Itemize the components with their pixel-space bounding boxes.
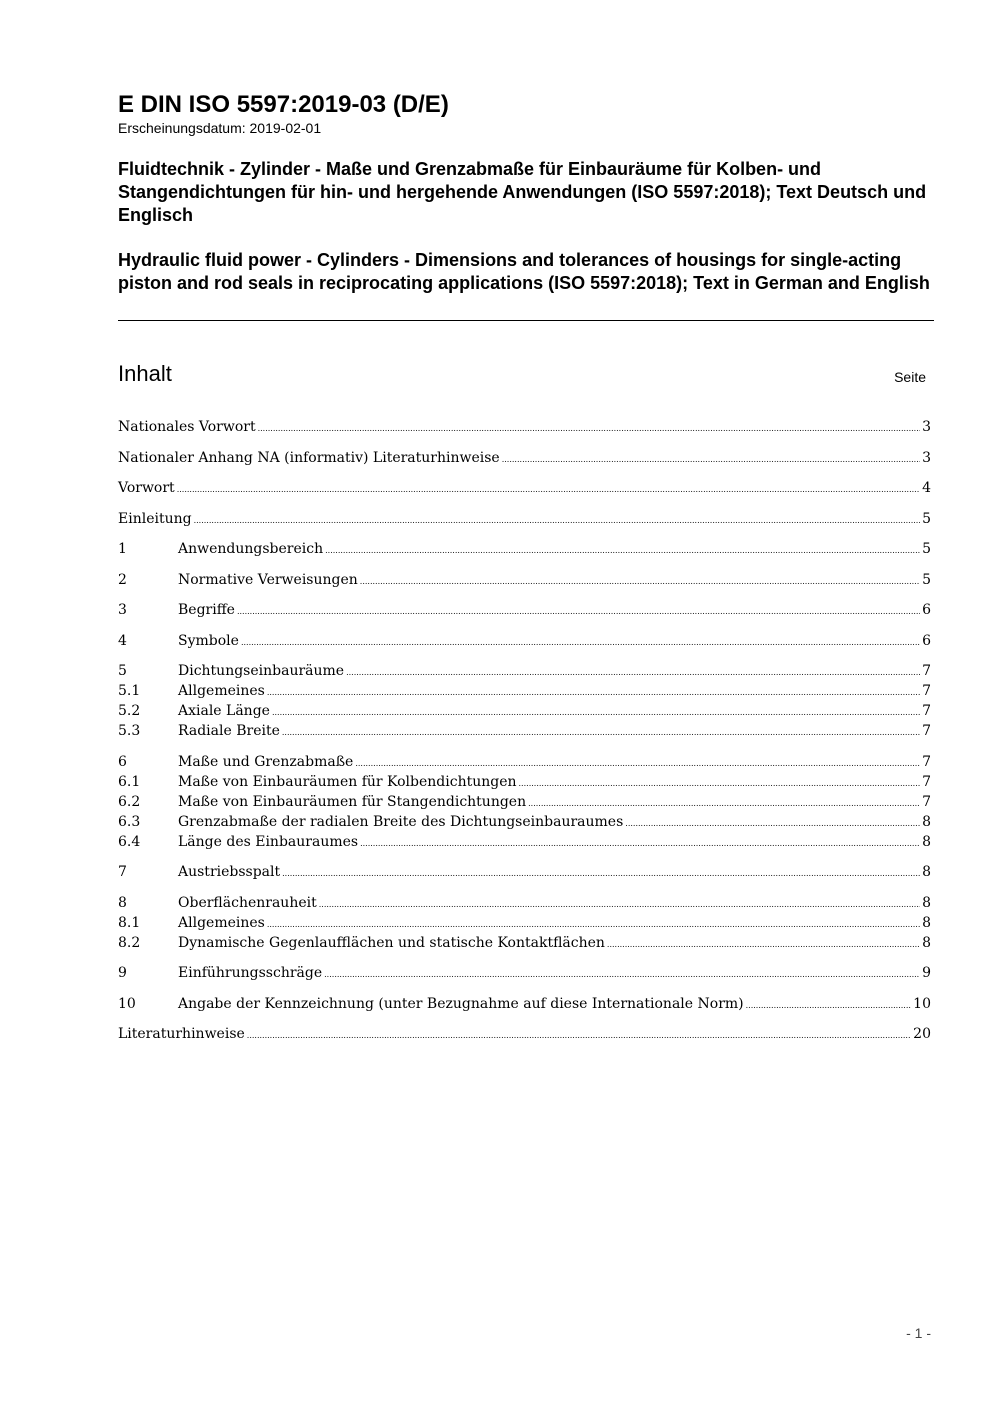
toc-entry-number: 5 — [118, 663, 127, 679]
toc-dot-leader — [355, 752, 920, 772]
toc-entry-page: 7 — [922, 683, 931, 699]
toc-entry-text: Radiale Breite — [178, 723, 280, 739]
toc-entry[interactable] — [118, 812, 931, 832]
toc-entry-text: Dichtungseinbauräume — [178, 663, 345, 679]
toc-entry-number: 6.4 — [118, 833, 141, 850]
toc-dot-leader — [502, 448, 920, 468]
toc-entry-page: 7 — [922, 663, 931, 679]
toc-entry-number: 7 — [118, 864, 127, 880]
toc-dot-leader — [272, 701, 920, 721]
toc-dot-leader — [519, 772, 921, 792]
toc-entry-text: Nationales Vorwort — [118, 419, 256, 435]
toc-entry-page: 3 — [922, 449, 931, 466]
toc-entry-page: 20 — [913, 1026, 931, 1042]
toc-entry[interactable] — [118, 994, 931, 1014]
toc-dot-leader — [247, 1024, 911, 1044]
toc-page-label: Seite — [894, 369, 926, 385]
toc-entry-text: Allgemeines — [178, 683, 265, 699]
toc-entry-text: Maße von Einbauräumen für Stangendichtungen — [178, 793, 527, 810]
toc-entry[interactable] — [118, 862, 931, 882]
toc-entry-page: 8 — [922, 894, 931, 911]
toc-entry-number: 9 — [118, 965, 127, 981]
toc-entry-text: Axiale Länge — [178, 703, 270, 719]
toc-entry-number: 8 — [118, 894, 127, 911]
header-divider — [118, 320, 934, 321]
toc-dot-leader — [194, 509, 921, 529]
toc-entry-text: Symbole — [178, 632, 239, 649]
toc-entry-page: 8 — [922, 833, 931, 850]
toc-dot-leader — [258, 417, 921, 437]
toc-entry[interactable] — [118, 570, 931, 590]
toc-entry-text: Einführungsschräge — [178, 965, 323, 981]
toc-dot-leader — [346, 661, 920, 681]
toc-entry-page: 8 — [922, 864, 931, 880]
title-german: Fluidtechnik - Zylinder - Maße und Grenzabmaße für Einbauräume für Kolben- und Stangendichtungen für hin- und hergehende Anwendungen (ISO 5597:2018); Text Deutsch und Englisch — [118, 159, 927, 225]
toc-entry[interactable] — [118, 913, 931, 933]
toc-entry[interactable] — [118, 681, 931, 701]
toc-entry-number: 10 — [118, 995, 136, 1012]
toc-entry-number: 1 — [118, 541, 127, 557]
toc-entry[interactable] — [118, 933, 931, 953]
toc-entry-text: Einleitung — [118, 510, 192, 527]
page-number: - 1 - — [906, 1325, 931, 1341]
toc-entry-number: 5.3 — [118, 723, 141, 739]
document-header — [118, 90, 934, 295]
publication-date: Erscheinungsdatum: 2019-02-01 — [118, 120, 322, 136]
toc-entry[interactable] — [118, 963, 931, 983]
toc-entry[interactable] — [118, 448, 931, 468]
toc-entry[interactable] — [118, 832, 931, 852]
toc-entry[interactable] — [118, 721, 931, 741]
toc-entry-number: 2 — [118, 571, 127, 588]
toc-dot-leader — [319, 893, 920, 913]
toc-entry-page: 8 — [922, 813, 931, 830]
toc-entry-page: 7 — [922, 773, 931, 790]
toc-entry-number: 8.2 — [118, 934, 141, 951]
toc-entry-page: 10 — [913, 995, 931, 1012]
toc-entry-page: 7 — [922, 703, 931, 719]
toc-entry-page: 7 — [922, 753, 931, 770]
table-of-contents — [118, 417, 931, 1044]
toc-entry-page: 3 — [922, 419, 931, 435]
toc-entry-text: Allgemeines — [178, 914, 265, 931]
toc-dot-leader — [360, 570, 920, 590]
toc-entry-text: Grenzabmaße der radialen Breite des Dichtungseinbauraumes — [178, 813, 624, 830]
toc-title: Inhalt — [118, 361, 172, 386]
toc-entry-text: Oberflächenrauheit — [178, 894, 317, 911]
toc-entry[interactable] — [118, 701, 931, 721]
toc-entry[interactable] — [118, 631, 931, 651]
toc-entry[interactable] — [118, 417, 931, 437]
toc-entry-text: Maße und Grenzabmaße — [178, 753, 354, 770]
toc-dot-leader — [177, 478, 920, 498]
title-english: Hydraulic fluid power - Cylinders - Dimensions and tolerances of housings for single-acting piston and rod seals in reciprocating applications (ISO 5597:2018); Text in German and English — [118, 250, 930, 293]
toc-entry[interactable] — [118, 792, 931, 812]
toc-entry-page: 5 — [922, 510, 931, 527]
toc-entry-number: 6.1 — [118, 773, 141, 790]
toc-entry-page: 7 — [922, 723, 931, 739]
toc-entry-text: Austriebsspalt — [178, 864, 281, 880]
toc-dot-leader — [237, 600, 920, 620]
toc-entry-number: 8.1 — [118, 914, 141, 931]
toc-entry-text: Begriffe — [178, 602, 235, 618]
toc-entry-page: 9 — [922, 965, 931, 981]
toc-entry-text: Nationaler Anhang NA (informativ) Literaturhinweise — [118, 449, 500, 466]
toc-dot-leader — [267, 681, 920, 701]
toc-dot-leader — [625, 812, 920, 832]
toc-dot-leader — [324, 963, 920, 983]
toc-entry-page: 7 — [922, 793, 931, 810]
toc-entry-number: 6 — [118, 753, 127, 770]
toc-dot-leader — [607, 933, 920, 953]
toc-dot-leader — [528, 792, 920, 812]
toc-entry[interactable] — [118, 893, 931, 913]
toc-entry-text: Dynamische Gegenlaufflächen und statische Kontaktflächen — [178, 934, 605, 951]
toc-entry-page: 6 — [922, 632, 931, 649]
toc-entry-text: Angabe der Kennzeichnung (unter Bezugnahme auf diese Internationale Norm) — [178, 995, 744, 1012]
toc-entry-text: Literaturhinweise — [118, 1026, 245, 1042]
toc-entry[interactable] — [118, 752, 931, 772]
toc-entry[interactable] — [118, 509, 931, 529]
toc-dot-leader — [282, 862, 920, 882]
toc-entry-text: Maße von Einbauräumen für Kolbendichtungen — [178, 773, 517, 790]
toc-entry-page: 6 — [922, 602, 931, 618]
toc-entry-page: 8 — [922, 914, 931, 931]
toc-entry-page: 8 — [922, 934, 931, 951]
toc-entry-number: 4 — [118, 632, 127, 649]
toc-entry-number: 5.1 — [118, 683, 141, 699]
toc-dot-leader — [325, 539, 920, 559]
toc-dot-leader — [746, 994, 912, 1014]
toc-entry[interactable] — [118, 772, 931, 792]
toc-entry-page: 5 — [922, 541, 931, 557]
toc-entry[interactable] — [118, 600, 931, 620]
toc-entry-number: 6.2 — [118, 793, 141, 810]
toc-entry[interactable] — [118, 539, 931, 559]
toc-entry[interactable] — [118, 661, 931, 681]
toc-entry-page: 5 — [922, 571, 931, 588]
toc-entry[interactable] — [118, 1024, 931, 1044]
toc-entry-text: Länge des Einbauraumes — [178, 833, 359, 850]
toc-entry-text: Anwendungsbereich — [178, 541, 324, 557]
toc-entry-number: 6.3 — [118, 813, 141, 830]
toc-entry[interactable] — [118, 478, 931, 498]
document-id: E DIN ISO 5597:2019-03 (D/E) — [118, 91, 449, 118]
toc-dot-leader — [267, 913, 920, 933]
toc-entry-number: 5.2 — [118, 703, 141, 719]
toc-dot-leader — [360, 832, 920, 852]
toc-entry-number: 3 — [118, 602, 127, 618]
toc-entry-text: Normative Verweisungen — [178, 571, 358, 588]
toc-dot-leader — [241, 631, 920, 651]
toc-entry-text: Vorwort — [118, 480, 175, 496]
toc-dot-leader — [282, 721, 920, 741]
toc-entry-page: 4 — [922, 480, 931, 496]
